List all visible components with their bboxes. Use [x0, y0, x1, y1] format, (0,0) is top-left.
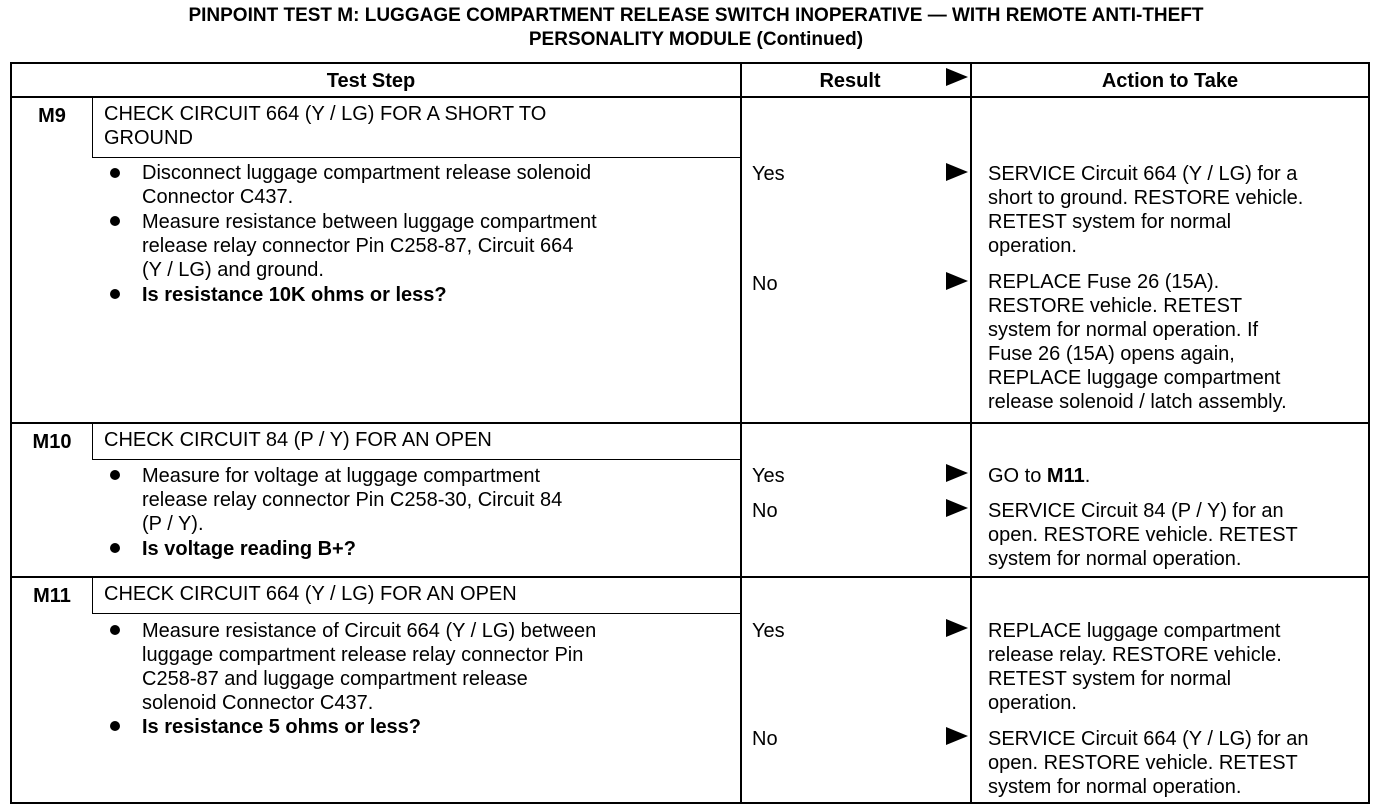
step-id: M10: [32, 431, 72, 453]
question-line: Is voltage reading B+?: [142, 538, 356, 560]
instruction-line: luggage compartment release relay connector Pin: [142, 644, 584, 666]
right-triangle-arrow-icon: [946, 727, 968, 745]
header-result: Result: [819, 70, 881, 92]
result-yes: Yes: [752, 620, 785, 642]
header-action: Action to Take: [1101, 70, 1239, 92]
action-line: release solenoid / latch assembly.: [988, 391, 1287, 413]
action-line: SERVICE Circuit 84 (P / Y) for an: [988, 500, 1284, 522]
action-line: open. RESTORE vehicle. RETEST: [988, 524, 1298, 546]
instruction-line: release relay connector Pin C258-87, Circuit 664: [142, 235, 574, 257]
header-test-step: Test Step: [326, 70, 416, 92]
bullet-dot-icon: [110, 470, 120, 480]
action-line: [988, 464, 1090, 488]
step-title-line: CHECK CIRCUIT 664 (Y / LG) FOR A SHORT TO: [104, 103, 547, 125]
pinpoint-test-table: [10, 62, 1370, 804]
action-line: system for normal operation. If: [988, 319, 1259, 341]
step-title-line: GROUND: [104, 127, 193, 149]
bullet-dot-icon: [110, 289, 120, 299]
action-line: SERVICE Circuit 664 (Y / LG) for a: [988, 163, 1298, 185]
action-line: open. RESTORE vehicle. RETEST: [988, 752, 1298, 774]
question-line: Is resistance 5 ohms or less?: [142, 716, 422, 738]
action-line: REPLACE luggage compartment: [988, 367, 1281, 389]
step-title-line: CHECK CIRCUIT 664 (Y / LG) FOR AN OPEN: [104, 583, 517, 605]
right-triangle-arrow-icon: [946, 499, 968, 517]
action-line: system for normal operation.: [988, 776, 1242, 798]
step-id: M9: [38, 105, 66, 127]
instruction-line: Measure for voltage at luggage compartment: [142, 465, 540, 487]
action-line: system for normal operation.: [988, 548, 1242, 570]
action-line: RETEST system for normal: [988, 668, 1232, 690]
instruction-line: Measure resistance of Circuit 664 (Y / LG) between: [142, 620, 597, 642]
action-line: SERVICE Circuit 664 (Y / LG) for an: [988, 728, 1309, 750]
action-suffix: .: [1084, 465, 1091, 487]
action-line: Fuse 26 (15A) opens again,: [988, 343, 1235, 365]
action-line: short to ground. RESTORE vehicle.: [988, 187, 1304, 209]
page-title: PINPOINT TEST M: LUGGAGE COMPARTMENT RELEASE SWITCH INOPERATIVE — WITH REMOTE ANTI-THEFT: [188, 5, 1204, 26]
action-line: RETEST system for normal: [988, 211, 1232, 233]
right-triangle-arrow-icon: [946, 619, 968, 637]
right-triangle-arrow-icon: [946, 272, 968, 290]
result-no: No: [752, 728, 778, 750]
right-triangle-arrow-icon: [946, 68, 968, 86]
instruction-line: Connector C437.: [142, 186, 294, 208]
bullet-dot-icon: [110, 216, 120, 226]
instruction-line: Disconnect luggage compartment release solenoid: [142, 162, 592, 184]
page-title-continued: PERSONALITY MODULE (Continued): [528, 29, 864, 50]
bullet-dot-icon: [110, 543, 120, 553]
right-triangle-arrow-icon: [946, 163, 968, 181]
action-line: REPLACE luggage compartment: [988, 620, 1281, 642]
instruction-line: Measure resistance between luggage compartment: [142, 211, 597, 233]
instruction-line: (P / Y).: [142, 513, 204, 535]
result-no: No: [752, 500, 778, 522]
result-no: No: [752, 273, 778, 295]
bullet-dot-icon: [110, 721, 120, 731]
result-yes: Yes: [752, 163, 785, 185]
step-reference: M11: [1046, 465, 1085, 487]
action-line: RESTORE vehicle. RETEST: [988, 295, 1243, 317]
action-line: release relay. RESTORE vehicle.: [988, 644, 1282, 666]
right-triangle-arrow-icon: [946, 464, 968, 482]
bullet-dot-icon: [110, 168, 120, 178]
step-id: M11: [33, 585, 71, 607]
bullet-dot-icon: [110, 625, 120, 635]
instruction-line: release relay connector Pin C258-30, Circuit 84: [142, 489, 563, 511]
instruction-line: (Y / LG) and ground.: [142, 259, 324, 281]
action-prefix: GO to: [988, 465, 1047, 487]
instruction-line: solenoid Connector C437.: [142, 692, 374, 714]
question-line: Is resistance 10K ohms or less?: [142, 284, 447, 306]
step-title-line: CHECK CIRCUIT 84 (P / Y) FOR AN OPEN: [104, 429, 492, 451]
result-yes: Yes: [752, 465, 785, 487]
action-line: REPLACE Fuse 26 (15A).: [988, 271, 1220, 293]
action-line: operation.: [988, 692, 1077, 714]
action-line: operation.: [988, 235, 1077, 257]
instruction-line: C258-87 and luggage compartment release: [142, 668, 528, 690]
